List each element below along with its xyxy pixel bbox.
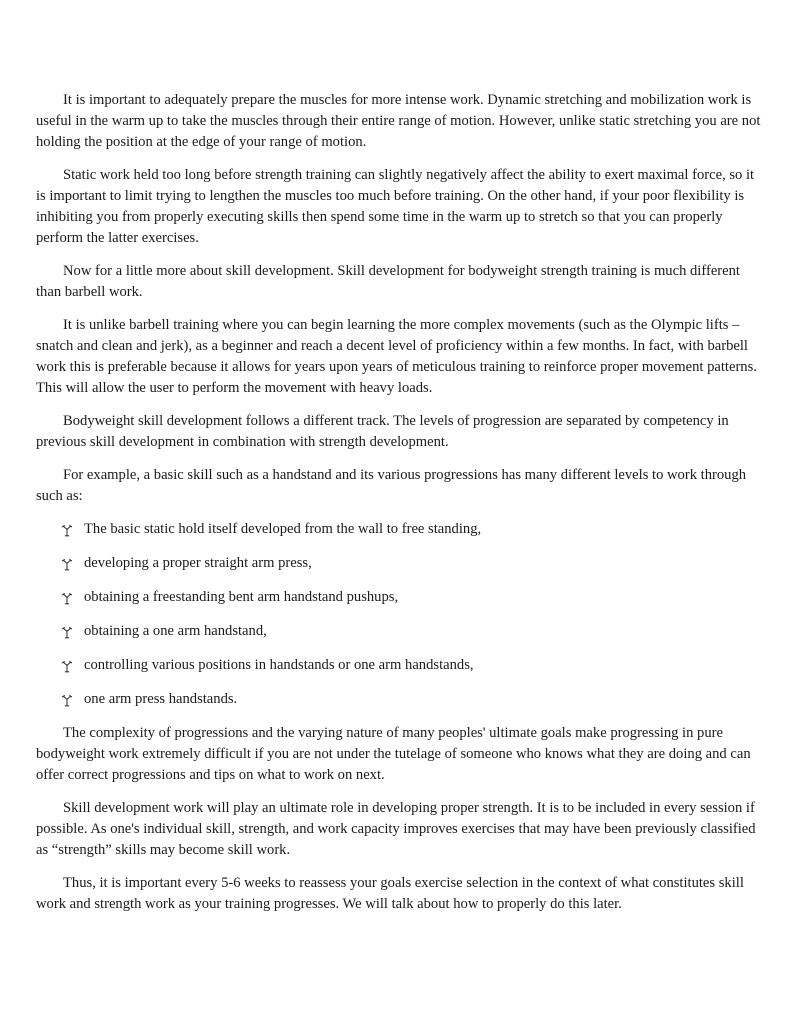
list-item bbox=[84, 519, 762, 540]
bullet-list bbox=[36, 519, 762, 710]
list-item bbox=[84, 621, 762, 642]
paragraph: It is unlike barbell training where you can begin learning the more complex movements (such as the Olympic lifts – snatch and clean and jerk), as a beginner and reach a decent level of proficiency within a few months. In fact, with barbell work this is preferable because it allows for years upon years of meticulous training to reinforce proper movement patterns. This will allow the user to perform the movement with heavy loads. bbox=[36, 317, 757, 396]
paragraph: The complexity of progressions and the varying nature of many peoples' ultimate goals make progressing in pure bodyweight work extremely difficult if you are not under the tutelage of someone who knows what they are doing and can offer correct progressions and tips on what to work on next. bbox=[36, 725, 751, 783]
trident-bullet-icon bbox=[62, 557, 72, 569]
paragraph: Skill development work will play an ultimate role in developing proper strength. It is to be included in every session if possible. As one's individual skill, strength, and work capacity improves exercises that may have been previously classified as “strength” skills may become skill work. bbox=[36, 800, 756, 858]
list-item bbox=[84, 655, 762, 676]
list-item-text: controlling various positions in handstands or one arm handstands, bbox=[84, 657, 474, 673]
list-item bbox=[84, 553, 762, 574]
list-item-text: obtaining a freestanding bent arm handstand pushups, bbox=[84, 589, 399, 605]
list-item-text: one arm press handstands. bbox=[84, 691, 238, 707]
list-item bbox=[84, 689, 762, 710]
list-item-text: The basic static hold itself developed from the wall to free standing, bbox=[84, 521, 482, 537]
trident-bullet-icon bbox=[62, 523, 72, 535]
trident-bullet-icon bbox=[62, 591, 72, 603]
list-item bbox=[84, 587, 762, 608]
trident-bullet-icon bbox=[62, 625, 72, 637]
paragraph: It is important to adequately prepare the muscles for more intense work. Dynamic stretching and mobilization work is useful in the warm up to take the muscles through their entire range of motion. However, unlike static stretching you are not holding the position at the edge of your range of motion. bbox=[36, 92, 761, 150]
paragraph: For example, a basic skill such as a handstand and its various progressions has many different levels to work through such as: bbox=[36, 467, 747, 504]
paragraph: Thus, it is important every 5-6 weeks to reassess your goals exercise selection in the context of what constitutes skill work and strength work as your training progresses. We will talk about how to properly do this later. bbox=[36, 875, 744, 912]
list-item-text: obtaining a one arm handstand, bbox=[84, 623, 267, 639]
trident-bullet-icon bbox=[62, 693, 72, 705]
trident-bullet-icon bbox=[62, 659, 72, 671]
paragraph: Now for a little more about skill development. Skill development for bodyweight strength training is much different than barbell work. bbox=[36, 263, 740, 300]
paragraph: Static work held too long before strength training can slightly negatively affect the ability to exert maximal force, so it is important to limit trying to lengthen the muscles too much before training. On the other hand, if your poor flexibility is inhibiting you from properly executing skills then spend some time in the warm up to stretch so that you can properly perform the latter exercises. bbox=[36, 167, 755, 246]
list-item-text: developing a proper straight arm press, bbox=[84, 555, 312, 571]
paragraph: Bodyweight skill development follows a different track. The levels of progression are separated by competency in previous skill development in combination with strength development. bbox=[36, 413, 729, 450]
